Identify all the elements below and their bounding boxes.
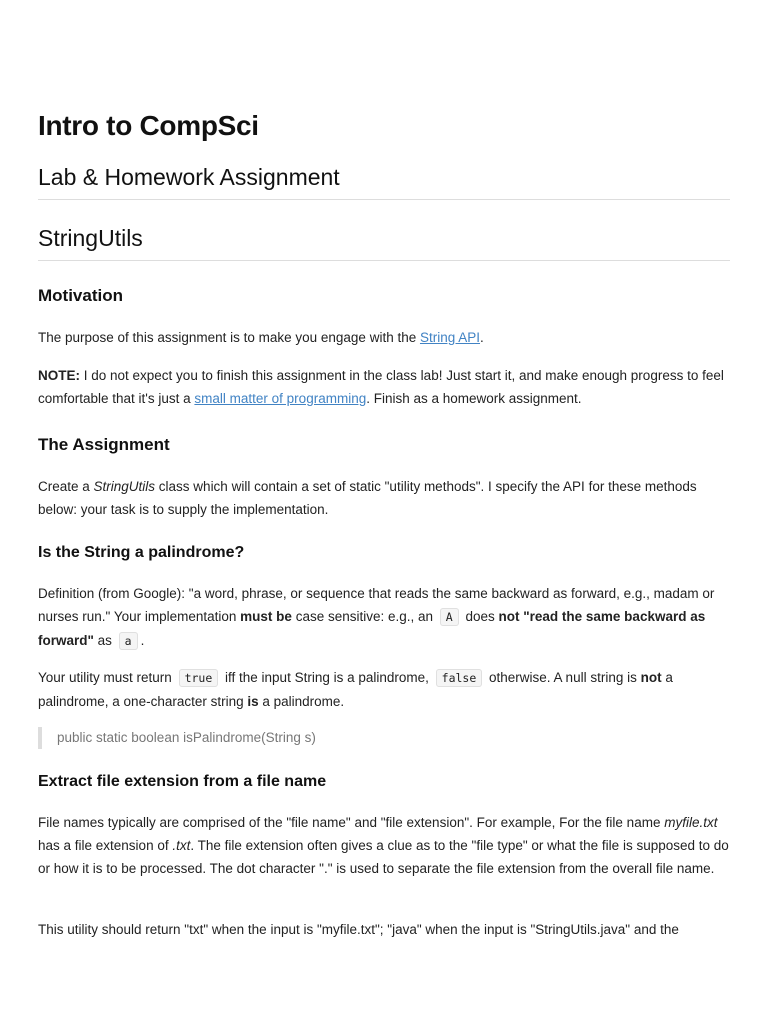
heading-divider [38, 260, 730, 261]
extension-heading: Extract file extension from a file name [38, 773, 327, 790]
small-matter-link[interactable]: small matter of programming [194, 391, 367, 406]
heading-divider [38, 199, 730, 200]
class-name: StringUtils [93, 479, 156, 494]
assignment-paragraph: Create a StringUtils class which will contain a set of static "utility methods". I specify the API for these methods below: your task is to supply the implementation. [38, 479, 697, 517]
code-snippet: true [179, 669, 219, 687]
code-snippet: A [440, 608, 459, 626]
code-snippet: false [436, 669, 483, 687]
palindrome-heading: Is the String a palindrome? [38, 544, 245, 561]
note-label: NOTE: [38, 368, 80, 383]
extension-return-paragraph: This utility should return "txt" when the input is "myfile.txt"; "java" when the input is "StringUtils.java" and the [38, 922, 679, 937]
string-api-link[interactable]: String API [419, 330, 481, 345]
section-title: StringUtils [38, 225, 143, 251]
palindrome-return-paragraph: Your utility must return true iff the input String is a palindrome, false otherwise. A null string is not a palindrome, a one-character string is a palindrome. [38, 670, 673, 709]
motivation-heading: Motivation [38, 286, 123, 305]
page-subtitle: Lab & Homework Assignment [38, 164, 340, 190]
assignment-heading: The Assignment [38, 435, 170, 454]
motivation-paragraph: The purpose of this assignment is to make you engage with the String API. [38, 330, 484, 345]
method-signature-quote: public static boolean isPalindrome(String s) [38, 727, 749, 749]
note-paragraph: NOTE: I do not expect you to finish this assignment in the class lab! Just start it, and make enough progress to feel comfortable that it's just a small matter of programming. Finish as a homework assignment. [38, 368, 724, 406]
extension-paragraph: File names typically are comprised of the "file name" and "file extension". For example, For the file name myfile.txt has a file extension of .txt. The file extension often gives a clue as to the "file type" or what the file is supposed to do or how it is to be processed. The dot character "." is used to separate the file extension from the overall file name. [38, 815, 729, 876]
page-title: Intro to CompSci [38, 110, 259, 141]
code-snippet: a [119, 632, 138, 650]
palindrome-definition: Definition (from Google): "a word, phrase, or sequence that reads the same backward as forward, e.g., madam or nurses run." Your implementation must be case sensitive: e.g., an A does not "read the same backward as forward" as a . [38, 586, 715, 648]
